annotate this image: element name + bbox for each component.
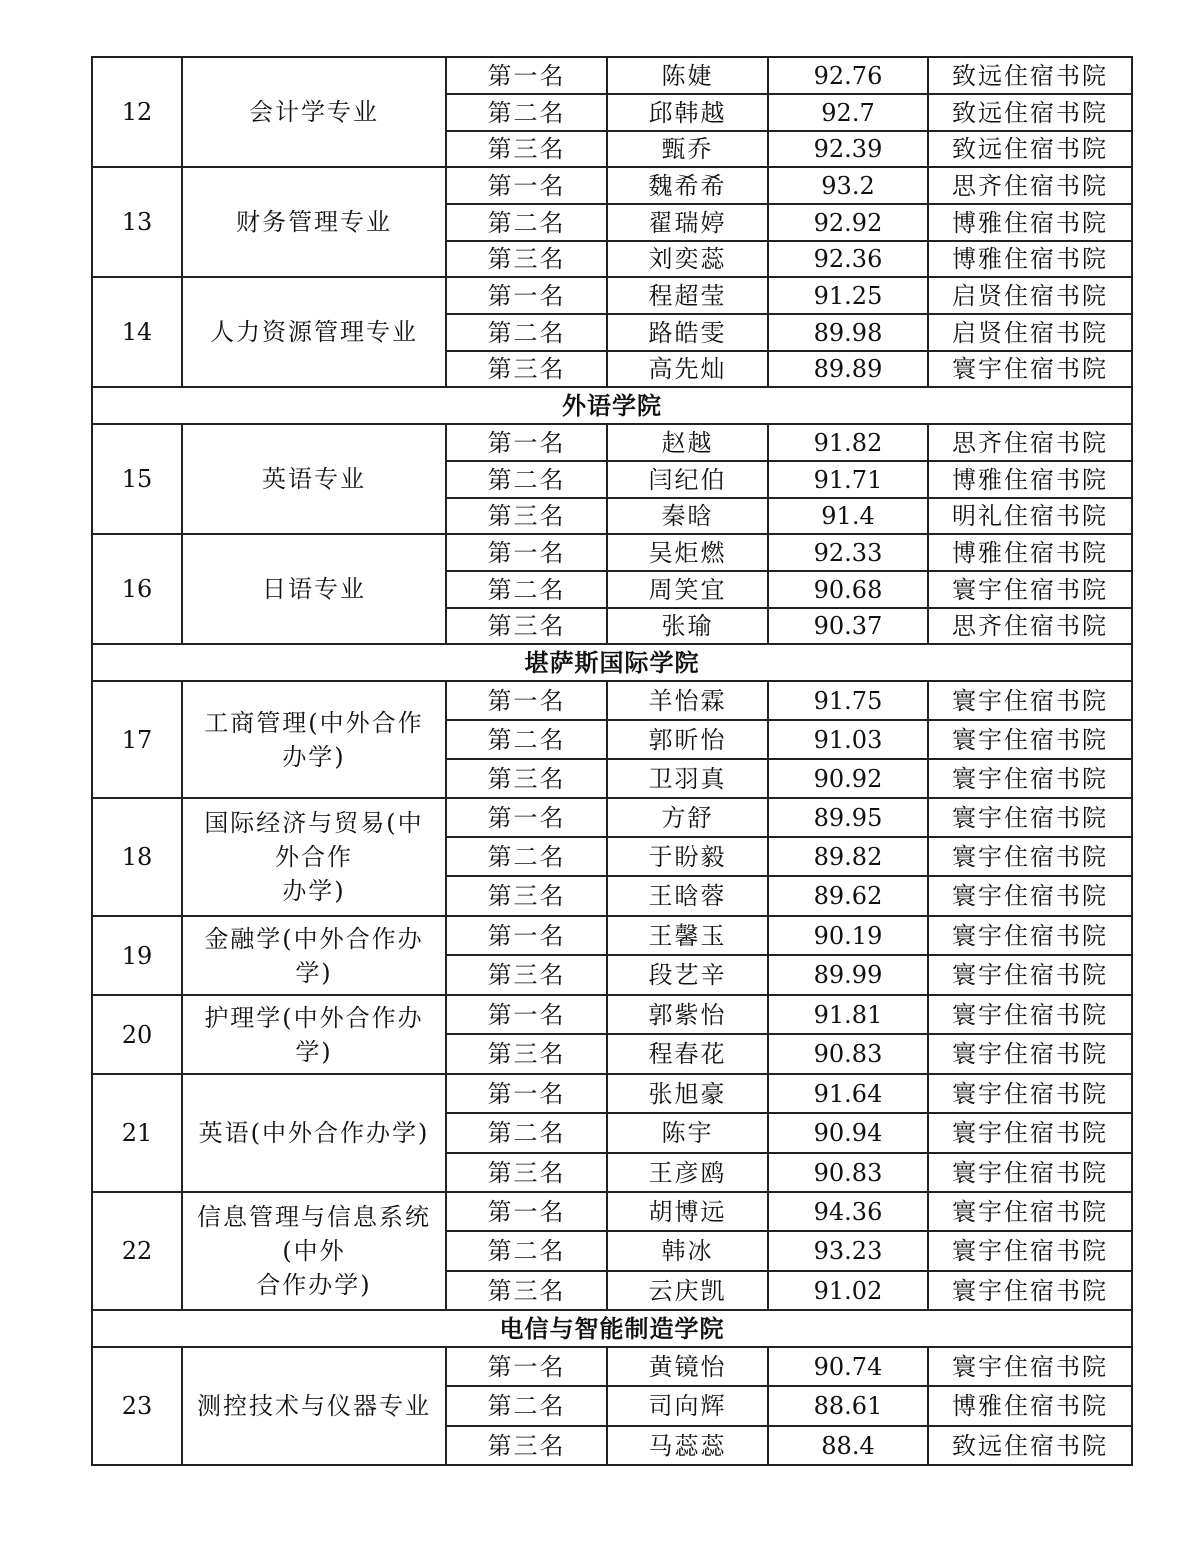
major-name-line: 办学) — [282, 877, 346, 905]
student-name: 云庆凯 — [607, 1271, 768, 1310]
college-header-row — [92, 1310, 1132, 1347]
student-name: 高先灿 — [607, 351, 768, 387]
student-name: 程春花 — [607, 1034, 768, 1074]
table-row — [92, 167, 1132, 204]
major-name — [182, 681, 446, 798]
rank-cell: 第二名 — [446, 314, 607, 351]
major-name-line: 信息管理与信息系统 — [197, 1203, 431, 1231]
major-name — [182, 424, 446, 534]
table-row — [92, 57, 1132, 94]
residential-college: 思齐住宿书院 — [928, 167, 1132, 204]
residential-college: 寰宇住宿书院 — [928, 995, 1132, 1034]
student-name: 方舒 — [607, 798, 768, 837]
residential-college: 寰宇住宿书院 — [928, 720, 1132, 759]
student-name: 闫纪伯 — [607, 461, 768, 498]
table-row — [92, 1347, 1132, 1386]
residential-college: 思齐住宿书院 — [928, 424, 1132, 461]
residential-college: 启贤住宿书院 — [928, 277, 1132, 314]
major-number: 14 — [92, 277, 182, 387]
rank-cell: 第一名 — [446, 995, 607, 1034]
major-name-line: 日语专业 — [262, 575, 366, 603]
residential-college: 寰宇住宿书院 — [928, 876, 1132, 916]
major-number: 12 — [92, 57, 182, 167]
residential-college: 博雅住宿书院 — [928, 241, 1132, 277]
rank-cell: 第一名 — [446, 798, 607, 837]
major-name-line: 外合作 — [275, 843, 353, 871]
major-name-line: 学) — [295, 958, 333, 987]
student-name: 司向辉 — [607, 1386, 768, 1426]
rank-cell: 第二名 — [446, 204, 607, 241]
student-name: 邱韩越 — [607, 94, 768, 131]
major-name-line: 人力资源管理专业 — [210, 318, 418, 346]
score: 94.36 — [768, 1192, 928, 1231]
rank-cell: 第三名 — [446, 241, 607, 277]
major-name — [182, 277, 446, 387]
student-name: 路皓雯 — [607, 314, 768, 351]
score: 92.76 — [768, 57, 928, 94]
college-title: 电信与智能制造学院 — [92, 1310, 1132, 1347]
major-name — [182, 1074, 446, 1192]
student-name: 程超莹 — [607, 277, 768, 314]
table-row — [92, 534, 1132, 571]
score: 91.25 — [768, 277, 928, 314]
score: 90.94 — [768, 1113, 928, 1153]
residential-college: 寰宇住宿书院 — [928, 571, 1132, 608]
student-name: 甄乔 — [607, 131, 768, 167]
rank-cell: 第三名 — [446, 351, 607, 387]
rank-cell: 第三名 — [446, 759, 607, 798]
major-name — [182, 57, 446, 167]
student-name: 张瑜 — [607, 608, 768, 644]
table-row — [92, 277, 1132, 314]
score: 89.98 — [768, 314, 928, 351]
rank-cell: 第三名 — [446, 498, 607, 534]
score: 91.75 — [768, 681, 928, 720]
major-name — [182, 798, 446, 916]
score: 89.89 — [768, 351, 928, 387]
student-name: 胡博远 — [607, 1192, 768, 1231]
score: 91.03 — [768, 720, 928, 759]
residential-college: 寰宇住宿书院 — [928, 351, 1132, 387]
score: 90.74 — [768, 1347, 928, 1386]
student-name: 于盼毅 — [607, 837, 768, 876]
major-name — [182, 534, 446, 644]
rank-cell: 第二名 — [446, 720, 607, 759]
student-name: 秦晗 — [607, 498, 768, 534]
score: 91.02 — [768, 1271, 928, 1310]
major-name-line: 办学) — [282, 742, 346, 771]
major-number: 13 — [92, 167, 182, 277]
major-name-line: (中外 — [282, 1237, 346, 1265]
rank-cell: 第一名 — [446, 534, 607, 571]
student-name: 陈婕 — [607, 57, 768, 94]
major-name-line: 合作办学) — [256, 1271, 372, 1299]
major-name-line: 金融学(中外合作办 — [204, 924, 424, 953]
rank-cell: 第二名 — [446, 461, 607, 498]
table-row — [92, 681, 1132, 720]
major-number: 17 — [92, 681, 182, 798]
rank-cell: 第三名 — [446, 1271, 607, 1310]
rank-cell: 第三名 — [446, 955, 607, 995]
residential-college: 博雅住宿书院 — [928, 1386, 1132, 1426]
residential-college: 思齐住宿书院 — [928, 608, 1132, 644]
student-name: 周笑宜 — [607, 571, 768, 608]
score: 91.81 — [768, 995, 928, 1034]
residential-college: 寰宇住宿书院 — [928, 1034, 1132, 1074]
score: 88.61 — [768, 1386, 928, 1426]
student-name: 刘奕蕊 — [607, 241, 768, 277]
score: 91.71 — [768, 461, 928, 498]
rank-cell: 第一名 — [446, 916, 607, 955]
rank-cell: 第三名 — [446, 608, 607, 644]
major-name-line: 英语专业 — [262, 465, 366, 493]
residential-college: 致远住宿书院 — [928, 1426, 1132, 1465]
college-title: 外语学院 — [92, 387, 1132, 424]
major-name-line: 工商管理(中外合作 — [204, 708, 424, 737]
rank-cell: 第二名 — [446, 1231, 607, 1271]
major-number: 23 — [92, 1347, 182, 1465]
major-number: 21 — [92, 1074, 182, 1192]
student-name: 魏希希 — [607, 167, 768, 204]
rank-cell: 第一名 — [446, 681, 607, 720]
student-name: 羊怡霖 — [607, 681, 768, 720]
score: 90.37 — [768, 608, 928, 644]
score: 90.83 — [768, 1153, 928, 1192]
major-name — [182, 1192, 446, 1310]
rank-cell: 第一名 — [446, 1074, 607, 1113]
score: 89.99 — [768, 955, 928, 995]
rank-cell: 第三名 — [446, 1426, 607, 1465]
rank-cell: 第三名 — [446, 1034, 607, 1074]
rank-cell: 第一名 — [446, 167, 607, 204]
major-name — [182, 167, 446, 277]
score: 88.4 — [768, 1426, 928, 1465]
student-name: 陈宇 — [607, 1113, 768, 1153]
student-name: 吴炬燃 — [607, 534, 768, 571]
rank-cell: 第三名 — [446, 131, 607, 167]
rank-cell: 第一名 — [446, 277, 607, 314]
major-number: 15 — [92, 424, 182, 534]
major-name-line: 英语(中外合作办学) — [198, 1119, 430, 1147]
residential-college: 博雅住宿书院 — [928, 204, 1132, 241]
table-row — [92, 1192, 1132, 1231]
score: 93.2 — [768, 167, 928, 204]
ranking-table — [91, 56, 1133, 1466]
ranking-table-body — [92, 57, 1132, 1465]
residential-college: 寰宇住宿书院 — [928, 1113, 1132, 1153]
major-number: 18 — [92, 798, 182, 916]
residential-college: 寰宇住宿书院 — [928, 681, 1132, 720]
rank-cell: 第三名 — [446, 1153, 607, 1192]
score: 92.36 — [768, 241, 928, 277]
score: 89.62 — [768, 876, 928, 916]
major-number: 19 — [92, 916, 182, 995]
table-row — [92, 798, 1132, 837]
score: 92.39 — [768, 131, 928, 167]
major-name-line: 国际经济与贸易(中 — [204, 809, 424, 837]
major-name — [182, 995, 446, 1074]
table-row — [92, 995, 1132, 1034]
score: 91.82 — [768, 424, 928, 461]
student-name: 段艺辛 — [607, 955, 768, 995]
residential-college: 寰宇住宿书院 — [928, 916, 1132, 955]
student-name: 郭昕怡 — [607, 720, 768, 759]
score: 90.19 — [768, 916, 928, 955]
major-name-line: 护理学(中外合作办 — [204, 1003, 424, 1032]
residential-college: 博雅住宿书院 — [928, 461, 1132, 498]
major-name — [182, 1347, 446, 1465]
major-name-line: 学) — [295, 1037, 333, 1066]
residential-college: 寰宇住宿书院 — [928, 798, 1132, 837]
score: 92.92 — [768, 204, 928, 241]
rank-cell: 第二名 — [446, 94, 607, 131]
student-name: 赵越 — [607, 424, 768, 461]
college-title: 堪萨斯国际学院 — [92, 644, 1132, 681]
residential-college: 明礼住宿书院 — [928, 498, 1132, 534]
table-row — [92, 424, 1132, 461]
rank-cell: 第一名 — [446, 1192, 607, 1231]
residential-college: 寰宇住宿书院 — [928, 1231, 1132, 1271]
residential-college: 启贤住宿书院 — [928, 314, 1132, 351]
residential-college: 寰宇住宿书院 — [928, 759, 1132, 798]
rank-cell: 第一名 — [446, 424, 607, 461]
rank-cell: 第一名 — [446, 1347, 607, 1386]
residential-college: 寰宇住宿书院 — [928, 837, 1132, 876]
score: 93.23 — [768, 1231, 928, 1271]
table-row — [92, 1074, 1132, 1113]
residential-college: 寰宇住宿书院 — [928, 1153, 1132, 1192]
score: 89.95 — [768, 798, 928, 837]
residential-college: 寰宇住宿书院 — [928, 955, 1132, 995]
rank-cell: 第三名 — [446, 876, 607, 916]
student-name: 王馨玉 — [607, 916, 768, 955]
student-name: 翟瑞婷 — [607, 204, 768, 241]
score: 92.33 — [768, 534, 928, 571]
residential-college: 寰宇住宿书院 — [928, 1347, 1132, 1386]
rank-cell: 第二名 — [446, 1386, 607, 1426]
rank-cell: 第二名 — [446, 837, 607, 876]
residential-college: 寰宇住宿书院 — [928, 1074, 1132, 1113]
score: 91.64 — [768, 1074, 928, 1113]
student-name: 黄镜怡 — [607, 1347, 768, 1386]
student-name: 卫羽真 — [607, 759, 768, 798]
score: 90.83 — [768, 1034, 928, 1074]
major-number: 16 — [92, 534, 182, 644]
score: 90.68 — [768, 571, 928, 608]
major-name-line: 测控技术与仪器专业 — [197, 1392, 431, 1420]
rank-cell: 第二名 — [446, 1113, 607, 1153]
residential-college: 致远住宿书院 — [928, 57, 1132, 94]
student-name: 郭紫怡 — [607, 995, 768, 1034]
rank-cell: 第二名 — [446, 571, 607, 608]
table-row — [92, 916, 1132, 955]
major-name — [182, 916, 446, 995]
major-number: 20 — [92, 995, 182, 1074]
student-name: 王晗蓉 — [607, 876, 768, 916]
residential-college: 寰宇住宿书院 — [928, 1192, 1132, 1231]
student-name: 马蕊蕊 — [607, 1426, 768, 1465]
score: 92.7 — [768, 94, 928, 131]
college-header-row — [92, 644, 1132, 681]
score: 89.82 — [768, 837, 928, 876]
student-name: 韩冰 — [607, 1231, 768, 1271]
student-name: 张旭豪 — [607, 1074, 768, 1113]
major-name-line: 会计学专业 — [249, 98, 379, 126]
residential-college: 致远住宿书院 — [928, 94, 1132, 131]
score: 91.4 — [768, 498, 928, 534]
rank-cell: 第一名 — [446, 57, 607, 94]
residential-college: 致远住宿书院 — [928, 131, 1132, 167]
residential-college: 寰宇住宿书院 — [928, 1271, 1132, 1310]
student-name: 王彦鸥 — [607, 1153, 768, 1192]
college-header-row — [92, 387, 1132, 424]
residential-college: 博雅住宿书院 — [928, 534, 1132, 571]
major-name-line: 财务管理专业 — [236, 208, 392, 236]
score: 90.92 — [768, 759, 928, 798]
major-number: 22 — [92, 1192, 182, 1310]
